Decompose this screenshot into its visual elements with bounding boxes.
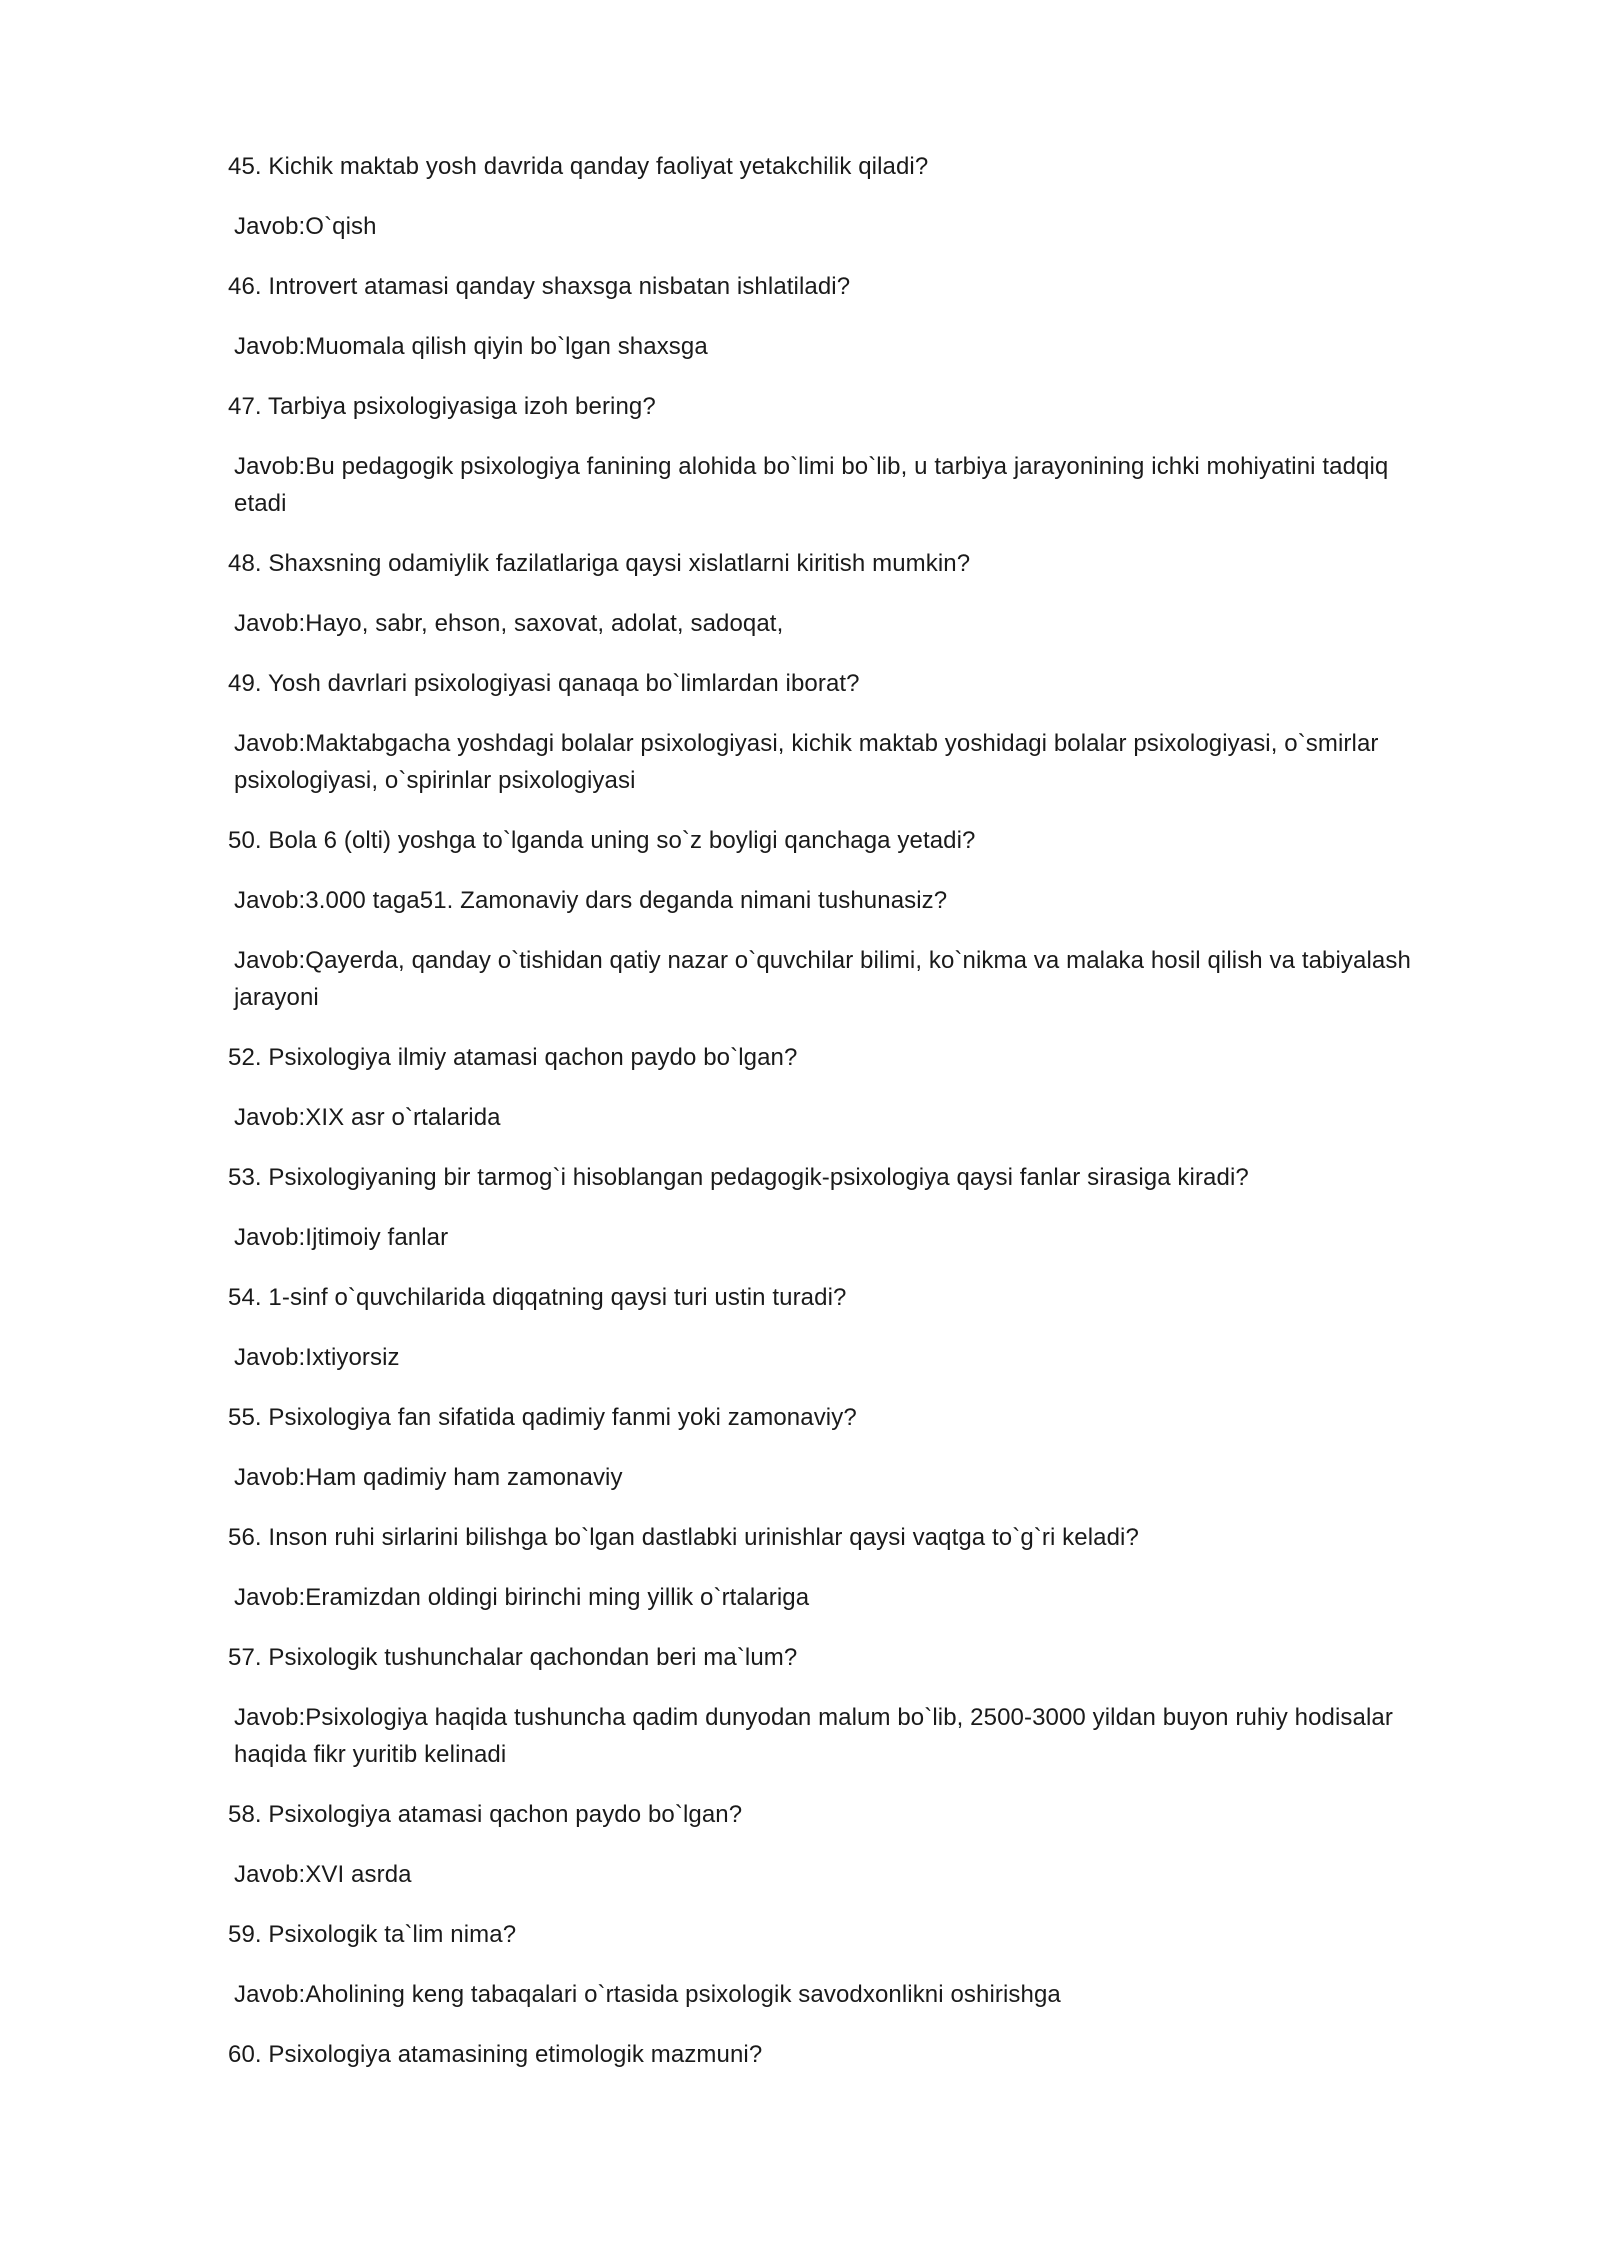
answer-paragraph: Javob:Bu pedagogik psixologiya fanining alohida bo`limi bo`lib, u tarbiya jarayonining ichki mohiyatini tadqiq etadi xyxy=(234,453,1389,517)
answer-paragraph: Javob:Ham qadimiy ham zamonaviy xyxy=(234,1464,623,1491)
question-paragraph: 45. Kichik maktab yosh davrida qanday faoliyat yetakchilik qiladi? xyxy=(228,153,929,180)
question-paragraph: 48. Shaxsning odamiylik fazilatlariga qaysi xislatlarni kiritish mumkin? xyxy=(228,550,971,577)
answer-paragraph: Javob:XVI asrda xyxy=(234,1861,412,1888)
question-paragraph: 58. Psixologiya atamasi qachon paydo bo`lgan? xyxy=(228,1801,743,1828)
answer-paragraph: Javob:Maktabgacha yoshdagi bolalar psixologiyasi, kichik maktab yoshidagi bolalar psixologiyasi, o`smirlar psixologiyasi, o`spirinlar psixologiyasi xyxy=(234,730,1379,794)
answer-paragraph: Javob:3.000 taga51. Zamonaviy dars deganda nimani tushunasiz? xyxy=(234,887,948,914)
question-paragraph: 50. Bola 6 (olti) yoshga to`lganda uning so`z boyligi qanchaga yetadi? xyxy=(228,827,976,854)
answer-paragraph: Javob:XIX asr o`rtalarida xyxy=(234,1104,501,1131)
answer-paragraph: Javob:O`qish xyxy=(234,213,377,240)
question-paragraph: 53. Psixologiyaning bir tarmog`i hisoblangan pedagogik-psixologiya qaysi fanlar sirasiga kiradi? xyxy=(228,1164,1249,1191)
answer-paragraph: Javob:Eramizdan oldingi birinchi ming yillik o`rtalariga xyxy=(234,1584,810,1611)
answer-paragraph: Javob:Ijtimoiy fanlar xyxy=(234,1224,449,1251)
question-paragraph: 54. 1-sinf o`quvchilarida diqqatning qaysi turi ustin turadi? xyxy=(228,1284,847,1311)
question-paragraph: 55. Psixologiya fan sifatida qadimiy fanmi yoki zamonaviy? xyxy=(228,1404,857,1431)
question-paragraph: 57. Psixologik tushunchalar qachondan beri ma`lum? xyxy=(228,1644,798,1671)
qa-list xyxy=(228,148,1428,2073)
answer-paragraph: Javob:Aholining keng tabaqalari o`rtasida psixologik savodxonlikni oshirishga xyxy=(234,1981,1061,2008)
answer-paragraph: Javob:Ixtiyorsiz xyxy=(234,1344,400,1371)
question-paragraph: 56. Inson ruhi sirlarini bilishga bo`lgan dastlabki urinishlar qaysi vaqtga to`g`ri keladi? xyxy=(228,1524,1139,1551)
question-paragraph: 52. Psixologiya ilmiy atamasi qachon paydo bo`lgan? xyxy=(228,1044,798,1071)
question-paragraph: 59. Psixologik ta`lim nima? xyxy=(228,1921,517,1948)
question-paragraph: 49. Yosh davrlari psixologiyasi qanaqa bo`limlardan iborat? xyxy=(228,670,860,697)
question-paragraph: 60. Psixologiya atamasining etimologik mazmuni? xyxy=(228,2041,763,2068)
answer-paragraph: Javob:Qayerda, qanday o`tishidan qatiy nazar o`quvchilar bilimi, ko`nikma va malaka hosil qilish va tabiyalash jarayoni xyxy=(234,947,1411,1011)
answer-paragraph: Javob:Hayo, sabr, ehson, saxovat, adolat, sadoqat, xyxy=(234,610,784,637)
answer-paragraph: Javob:Muomala qilish qiyin bo`lgan shaxsga xyxy=(234,333,708,360)
question-paragraph: 46. Introvert atamasi qanday shaxsga nisbatan ishlatiladi? xyxy=(228,273,851,300)
question-paragraph: 47. Tarbiya psixologiyasiga izoh bering? xyxy=(228,393,656,420)
answer-paragraph: Javob:Psixologiya haqida tushuncha qadim dunyodan malum bo`lib, 2500-3000 yildan buyon ruhiy hodisalar haqida fikr yuritib kelinadi xyxy=(234,1704,1393,1768)
